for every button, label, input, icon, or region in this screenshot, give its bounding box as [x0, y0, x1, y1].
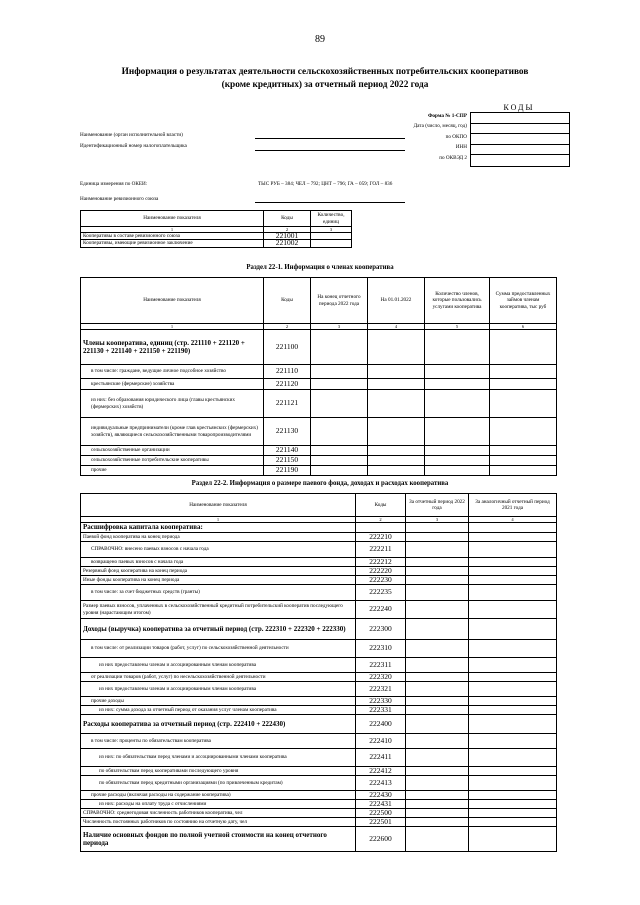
- fund-table: [80, 493, 557, 852]
- t1-row-value[interactable]: [490, 390, 557, 418]
- t2-row-name: Расходы кооператива за отчетный период (стр. 222410 + 222430): [81, 715, 356, 734]
- t2-row-value[interactable]: [469, 715, 557, 734]
- t1-row-value[interactable]: [368, 365, 425, 379]
- t2-row-value[interactable]: [469, 673, 557, 682]
- t1-row-value[interactable]: [425, 456, 490, 466]
- title-line-1: Информация о результатах деятельности сельскохозяйственных потребительских кооперативов: [121, 67, 529, 77]
- t2-row-value[interactable]: [406, 800, 469, 809]
- codes-label: КОДЫ: [503, 103, 535, 112]
- t0-r2-name: Кооперативы, имеющие ревизионное заключение: [81, 240, 264, 247]
- t2-n3: 3: [406, 517, 469, 523]
- t2-row-name: по обязательствам перед кооперативами последующего уровня: [81, 767, 356, 776]
- t2-n2: 2: [356, 517, 406, 523]
- t0-r2-value[interactable]: [311, 240, 352, 247]
- t2-h4: За аналогичный отчетный период 2021 года: [469, 494, 557, 517]
- t2-row-name: прочие расходы (включая расходы на содержание кооператива): [81, 791, 356, 800]
- t2-row-value[interactable]: [406, 640, 469, 658]
- form-label: Форма № 1-СПР: [427, 113, 467, 119]
- t1-n5: 5: [425, 324, 490, 330]
- t2-row-value[interactable]: [406, 818, 469, 827]
- t2-row-value[interactable]: [469, 640, 557, 658]
- inn-id-line: [255, 150, 405, 151]
- t1-n1: 1: [81, 324, 264, 330]
- t2-row-code: 222230: [356, 576, 406, 585]
- t1-row-value[interactable]: [490, 365, 557, 379]
- t2-row-code: 222240: [356, 601, 406, 619]
- t2-row-value[interactable]: [406, 776, 469, 791]
- t2-row-name: Численность постоянных работников по состоянию на отчетную дату, чел: [81, 818, 356, 827]
- t1-row-value[interactable]: [425, 365, 490, 379]
- t2-row-code: 222220: [356, 567, 406, 576]
- t2-row-name: из них: сумма дохода за отчетный период от оказания услуг членам кооператива: [81, 706, 356, 715]
- union-table: [80, 210, 352, 248]
- t2-row-code: 222410: [356, 734, 406, 749]
- t1-row-value[interactable]: [368, 466, 425, 476]
- t1-row-value[interactable]: [311, 390, 368, 418]
- table-row: [81, 558, 557, 567]
- t2-row-value[interactable]: [469, 767, 557, 776]
- t1-row-code: 221130: [264, 418, 311, 446]
- t1-row-code: 221150: [264, 456, 311, 466]
- t1-row-code: 221121: [264, 390, 311, 418]
- t2-row-value[interactable]: [469, 658, 557, 673]
- t2-row-name: от реализации товаров (работ, услуг) по несельскохозяйственной деятельности: [81, 673, 356, 682]
- table-row: [81, 523, 557, 533]
- t1-row-value[interactable]: [490, 456, 557, 466]
- date-label: Дата (число, месяц, год): [413, 123, 467, 129]
- t1-row-value[interactable]: [490, 379, 557, 390]
- t1-row-value[interactable]: [368, 390, 425, 418]
- t1-row-name: прочие: [81, 466, 264, 476]
- t1-row-value[interactable]: [425, 446, 490, 456]
- t1-row-name: крестьянские (фермерские) хозяйства: [81, 379, 264, 390]
- section-1-title: Раздел 22-1. Информация о членах кооператива: [246, 264, 394, 271]
- t1-h4: На 01.01.2022: [368, 278, 425, 324]
- table-row: [81, 601, 557, 619]
- t2-h2: Коды: [356, 494, 406, 517]
- org-name-line: [255, 138, 405, 139]
- t2-row-value[interactable]: [406, 523, 469, 533]
- t1-row-value[interactable]: [425, 390, 490, 418]
- code-cell-okpo: [471, 134, 569, 145]
- table-row: [81, 567, 557, 576]
- table-row: [81, 809, 557, 818]
- t2-row-value[interactable]: [469, 800, 557, 809]
- t2-row-value[interactable]: [469, 567, 557, 576]
- t2-row-name: Наличие основных фондов по полной учетной стоимости на конец отчетного периода: [81, 827, 356, 852]
- t2-row-value[interactable]: [406, 791, 469, 800]
- t2-row-value[interactable]: [469, 827, 557, 852]
- t2-row-code: 222501: [356, 818, 406, 827]
- t2-row-name: Паевой фонд кооператива на конец периода: [81, 533, 356, 542]
- t1-h3: На конец отчетного периода 2022 года: [311, 278, 368, 324]
- t1-row-name: индивидуальные предприниматели (кроме глав крестьянских (фермерских) хозяйств), являющиеся сельскохозяйственными товаропроизводителями: [81, 418, 264, 446]
- t2-row-value[interactable]: [469, 542, 557, 558]
- t1-n6: 6: [490, 324, 557, 330]
- inn-label: ИНН: [455, 144, 467, 150]
- t2-row-value[interactable]: [469, 697, 557, 706]
- t0-r1-value[interactable]: [311, 233, 352, 240]
- t2-row-code: 222311: [356, 658, 406, 673]
- t2-row-name: в том числе: от реализации товаров (работ, услуг) по сельскохозяйственной деятельности: [81, 640, 356, 658]
- table-row: [81, 233, 352, 240]
- t2-row-value[interactable]: [406, 827, 469, 852]
- t2-row-name: в том числе: проценты по обязательствам кооператива: [81, 734, 356, 749]
- t2-row-name: Расшифровка капитала кооператива:: [81, 523, 356, 533]
- t1-row-value[interactable]: [490, 466, 557, 476]
- t1-n3: 3: [311, 324, 368, 330]
- table-row: [81, 776, 557, 791]
- table-row: [81, 818, 557, 827]
- t2-row-value[interactable]: [406, 706, 469, 715]
- code-cell-form: [471, 113, 569, 124]
- t2-row-value[interactable]: [469, 601, 557, 619]
- t2-row-value[interactable]: [469, 734, 557, 749]
- t2-row-value[interactable]: [469, 533, 557, 542]
- t2-row-value[interactable]: [406, 601, 469, 619]
- t2-row-name: Размер паевых взносов, уплаченных в сельскохозяйственный кредитный потребительский кооператив последующего уровня (нарастающим итогом): [81, 601, 356, 619]
- t1-h6: Сумма предоставленных займов членам кооператива, тыс руб: [490, 278, 557, 324]
- t0-h3: Количество, единиц: [311, 211, 352, 227]
- t2-row-value[interactable]: [406, 682, 469, 697]
- t0-n2: 2: [264, 227, 311, 233]
- t0-r1-code: 221001: [264, 233, 311, 240]
- table-row: [81, 640, 557, 658]
- table-row: [81, 791, 557, 800]
- t1-row-name: Члены кооператива, единиц (стр. 221110 + 221120 + 221130 + 221140 + 221150 + 221190): [81, 330, 264, 365]
- t1-row-value[interactable]: [311, 330, 368, 365]
- t0-n3: 3: [311, 227, 352, 233]
- codes-box: [470, 112, 570, 167]
- table-row: [81, 800, 557, 809]
- t2-row-name: Доходы (выручка) кооператива за отчетный период (стр. 222310 + 222320 + 222330): [81, 619, 356, 640]
- t2-row-code: 222600: [356, 827, 406, 852]
- units-label: Единица измерения по ОКЕИ:: [80, 181, 148, 187]
- t2-row-name: возвращено паевых взносов с начала года: [81, 558, 356, 567]
- t2-row-name: Резервный фонд кооператива на конец периода: [81, 567, 356, 576]
- table-row: [81, 767, 557, 776]
- table-row: [81, 585, 557, 601]
- t1-row-name: из них: без образования юридического лица (главы крестьянских (фермерских) хозяйств): [81, 390, 264, 418]
- t2-row-code: 222431: [356, 800, 406, 809]
- table-row: [81, 446, 557, 456]
- table-row: [81, 673, 557, 682]
- t1-row-value[interactable]: [311, 379, 368, 390]
- fund-table-body: [81, 523, 557, 852]
- t2-row-name: из них предоставлены членам и ассоциированным членам кооператива: [81, 658, 356, 673]
- t0-h1: Наименование показателя: [81, 211, 264, 227]
- t2-row-name: в том числе: за счет бюджетных средств (гранты): [81, 585, 356, 601]
- table-row: [81, 682, 557, 697]
- table-row: [81, 466, 557, 476]
- t2-row-code: 222211: [356, 542, 406, 558]
- t1-row-value[interactable]: [311, 456, 368, 466]
- t1-row-value[interactable]: [311, 466, 368, 476]
- t2-row-code: [356, 523, 406, 533]
- t2-row-code: 222235: [356, 585, 406, 601]
- t2-row-code: 222500: [356, 809, 406, 818]
- t1-row-value[interactable]: [311, 365, 368, 379]
- page-number: 89: [315, 34, 325, 45]
- table-row: [81, 715, 557, 734]
- t2-row-value[interactable]: [406, 619, 469, 640]
- t1-row-value[interactable]: [368, 418, 425, 446]
- t2-row-value[interactable]: [469, 682, 557, 697]
- t2-h3: За отчетный период 2022 года: [406, 494, 469, 517]
- t2-row-value[interactable]: [469, 809, 557, 818]
- t1-row-code: 221120: [264, 379, 311, 390]
- okpo-label: по ОКПО: [445, 134, 467, 140]
- t1-row-name: сельскохозяйственные потребительские кооперативы: [81, 456, 264, 466]
- t1-row-value[interactable]: [368, 330, 425, 365]
- t1-n4: 4: [368, 324, 425, 330]
- t2-row-code: 222400: [356, 715, 406, 734]
- t2-row-code: 222413: [356, 776, 406, 791]
- t2-row-value[interactable]: [469, 706, 557, 715]
- t2-row-value[interactable]: [406, 697, 469, 706]
- t2-row-value[interactable]: [406, 734, 469, 749]
- t2-n4: 4: [469, 517, 557, 523]
- t2-row-code: 222321: [356, 682, 406, 697]
- table-row: [81, 379, 557, 390]
- members-table-body: [81, 330, 557, 476]
- union-label: Наименование ревизионного союза: [80, 196, 159, 202]
- t0-n1: 1: [81, 227, 264, 233]
- t2-row-code: 222320: [356, 673, 406, 682]
- t2-row-code: 222300: [356, 619, 406, 640]
- t1-row-value[interactable]: [425, 330, 490, 365]
- t0-r1-name: Кооперативы в составе ревизионного союза: [81, 233, 264, 240]
- section-2-title: Раздел 22-2. Информация о размере паевого фонда, доходах и расходах кооператива: [191, 480, 449, 487]
- t1-row-value[interactable]: [490, 330, 557, 365]
- t2-row-value[interactable]: [406, 533, 469, 542]
- t1-row-name: в том числе: граждане, ведущие личное подсобное хозяйство: [81, 365, 264, 379]
- t1-row-value[interactable]: [368, 456, 425, 466]
- t2-row-value[interactable]: [406, 658, 469, 673]
- t2-row-code: 222430: [356, 791, 406, 800]
- t2-row-code: 222412: [356, 767, 406, 776]
- code-cell-inn: [471, 145, 569, 156]
- t2-row-value[interactable]: [406, 749, 469, 767]
- okved-label: по ОКВЭД 2: [439, 155, 467, 161]
- t2-row-value[interactable]: [469, 523, 557, 533]
- t2-row-value[interactable]: [406, 715, 469, 734]
- t1-row-value[interactable]: [425, 418, 490, 446]
- inn-id-label: Идентификационный номер налогоплательщика: [80, 143, 187, 149]
- t0-h2: Коды: [264, 211, 311, 227]
- t2-row-code: 222210: [356, 533, 406, 542]
- t1-row-code: 221190: [264, 466, 311, 476]
- t2-row-value[interactable]: [469, 576, 557, 585]
- t2-row-value[interactable]: [406, 809, 469, 818]
- t2-row-value[interactable]: [406, 558, 469, 567]
- t1-row-code: 221140: [264, 446, 311, 456]
- t1-h5: Количество членов, которые пользовались услугами кооператива: [425, 278, 490, 324]
- t2-row-name: из них: расходы на оплату труда с отчислениями: [81, 800, 356, 809]
- code-cell-okved: [471, 155, 569, 166]
- t2-row-value[interactable]: [469, 776, 557, 791]
- document-title: [60, 66, 590, 92]
- table-row: [81, 390, 557, 418]
- union-line: [255, 202, 405, 203]
- t2-row-code: 222331: [356, 706, 406, 715]
- table-row: [81, 706, 557, 715]
- t1-h1: Наименование показателя: [81, 278, 264, 324]
- org-name-label: Наименование (орган исполнительной власти): [80, 132, 183, 138]
- table-row: [81, 533, 557, 542]
- t2-row-name: Иные фонды кооператива на конец периода: [81, 576, 356, 585]
- t2-row-value[interactable]: [469, 791, 557, 800]
- units-value: ТЫС РУБ – 384; ЧЕЛ – 792; ЦНТ – 796; ГА – 059; ГОЛ – 836: [258, 181, 393, 187]
- t2-row-value[interactable]: [406, 767, 469, 776]
- t2-row-code: 222310: [356, 640, 406, 658]
- t1-row-value[interactable]: [368, 379, 425, 390]
- t2-row-value[interactable]: [469, 818, 557, 827]
- t2-row-name: СПРАВОЧНО: среднегодовая численность работников кооператива, чел: [81, 809, 356, 818]
- table-row: [81, 365, 557, 379]
- table-row: [81, 827, 557, 852]
- table-row: [81, 697, 557, 706]
- t1-n2: 2: [264, 324, 311, 330]
- t1-row-value[interactable]: [490, 446, 557, 456]
- t2-row-name: из них: по обязательствам перед членами и ассоциированными членами кооператива: [81, 749, 356, 767]
- t1-row-value[interactable]: [368, 446, 425, 456]
- t2-h1: Наименование показателя: [81, 494, 356, 517]
- t2-row-value[interactable]: [406, 576, 469, 585]
- table-row: [81, 542, 557, 558]
- t2-row-code: 222411: [356, 749, 406, 767]
- t1-row-name: сельскохозяйственные организации: [81, 446, 264, 456]
- t1-row-value[interactable]: [490, 418, 557, 446]
- table-row: [81, 734, 557, 749]
- table-row: [81, 456, 557, 466]
- table-row: [81, 330, 557, 365]
- title-line-2: (кроме кредитных) за отчетный период 2022 года: [221, 80, 429, 90]
- t2-row-name: СПРАВОЧНО: внесено паевых взносов с начала года: [81, 542, 356, 558]
- table-row: [81, 749, 557, 767]
- t2-row-value[interactable]: [469, 585, 557, 601]
- t2-row-code: 222330: [356, 697, 406, 706]
- members-table: [80, 277, 557, 476]
- t1-row-code: 221110: [264, 365, 311, 379]
- t2-n1: 1: [81, 517, 356, 523]
- t2-row-code: 222212: [356, 558, 406, 567]
- code-cell-date: [471, 124, 569, 135]
- t0-r2-code: 221002: [264, 240, 311, 247]
- table-row: [81, 418, 557, 446]
- t2-row-name: по обязательствам перед кредитными организациями (по привлеченным кредитам): [81, 776, 356, 791]
- table-row: [81, 658, 557, 673]
- t1-row-value[interactable]: [311, 446, 368, 456]
- t2-row-value[interactable]: [406, 542, 469, 558]
- t2-row-value[interactable]: [406, 673, 469, 682]
- t1-h2: Коды: [264, 278, 311, 324]
- t2-row-name: прочие доходы: [81, 697, 356, 706]
- t1-row-value[interactable]: [425, 379, 490, 390]
- t2-row-value[interactable]: [469, 558, 557, 567]
- t2-row-value[interactable]: [469, 749, 557, 767]
- t2-row-value[interactable]: [469, 619, 557, 640]
- t1-row-value[interactable]: [425, 466, 490, 476]
- table-row: [81, 240, 352, 247]
- table-row: [81, 619, 557, 640]
- t2-row-name: из них предоставлены членам и ассоциированным членам кооператива: [81, 682, 356, 697]
- t1-row-value[interactable]: [311, 418, 368, 446]
- t1-row-code: 221100: [264, 330, 311, 365]
- table-row: [81, 576, 557, 585]
- t2-row-value[interactable]: [406, 585, 469, 601]
- t2-row-value[interactable]: [406, 567, 469, 576]
